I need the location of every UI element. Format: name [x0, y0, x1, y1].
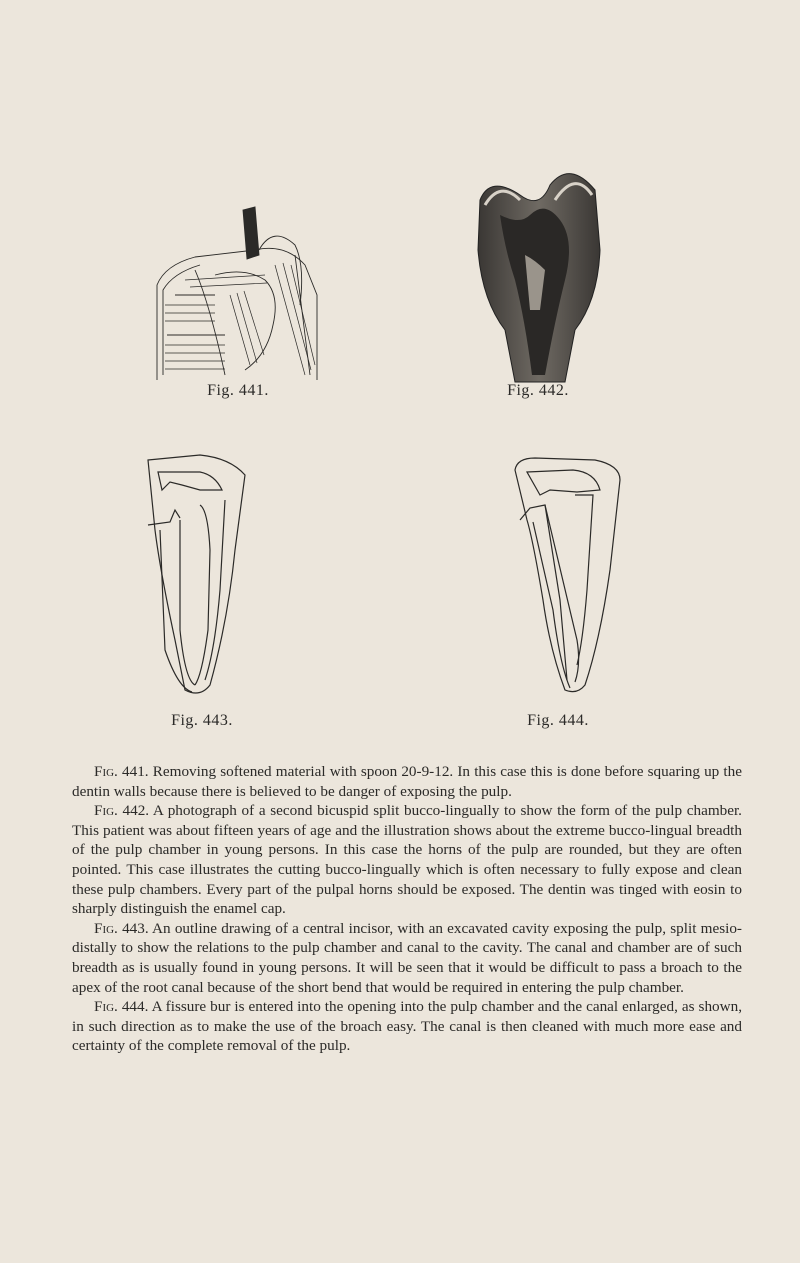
figure-443-incisor-outline	[140, 450, 250, 700]
figure-444-incisor-enlarged-canal	[505, 450, 625, 700]
figure-444-caption: Fig. 444.	[527, 712, 589, 729]
figure-441-tooth-section	[155, 195, 320, 385]
paragraph-fig-443: Fig. 443. An outline drawing of a central incisor, with an excavated cavity exposing the pulp, split mesio-distally to show the relations to the pulp chamber and canal to the cavity. The canal and chamber are of such breadth as is usually found in young persons. It will be seen that it would be difficult to pass a broach to the apex of the root canal because of the short bend that would be required in entering the pulp chamber.	[72, 919, 742, 996]
figure-descriptions	[72, 762, 742, 1056]
figure-442-bicuspid-photo	[470, 160, 605, 385]
figure-441-caption: Fig. 441.	[207, 382, 269, 399]
paragraph-fig-444: Fig. 444. A fissure bur is entered into the opening into the pulp chamber and the canal enlarged, as shown, in such direction as to make the use of the broach easy. The canal is then cleaned with much more ease and certainty of the complete removal of the pulp.	[72, 998, 742, 1055]
paragraph-fig-441: Fig. 441. Removing softened material with spoon 20-9-12. In this case this is done before squaring up the dentin walls because there is believed to be danger of exposing the pulp.	[72, 763, 742, 800]
figure-443-caption: Fig. 443.	[171, 712, 233, 729]
figure-442-caption: Fig. 442.	[507, 382, 569, 399]
paragraph-fig-442: Fig. 442. A photograph of a second bicuspid split bucco-lingually to show the form of the pulp chamber. This patient was about fifteen years of age and the illustration shows about the extreme bucco-lingual breadth of the pulp chamber in young persons. In this case the horns of the pulp are rounded, but they are often pointed. This case illustrates the cutting bucco-lingually which is often necessary to fully expose and clean these pulp chambers. Every part of the pulpal horns should be exposed. The dentin was tinged with eosin to sharply distinguish the enamel cap.	[72, 802, 742, 918]
